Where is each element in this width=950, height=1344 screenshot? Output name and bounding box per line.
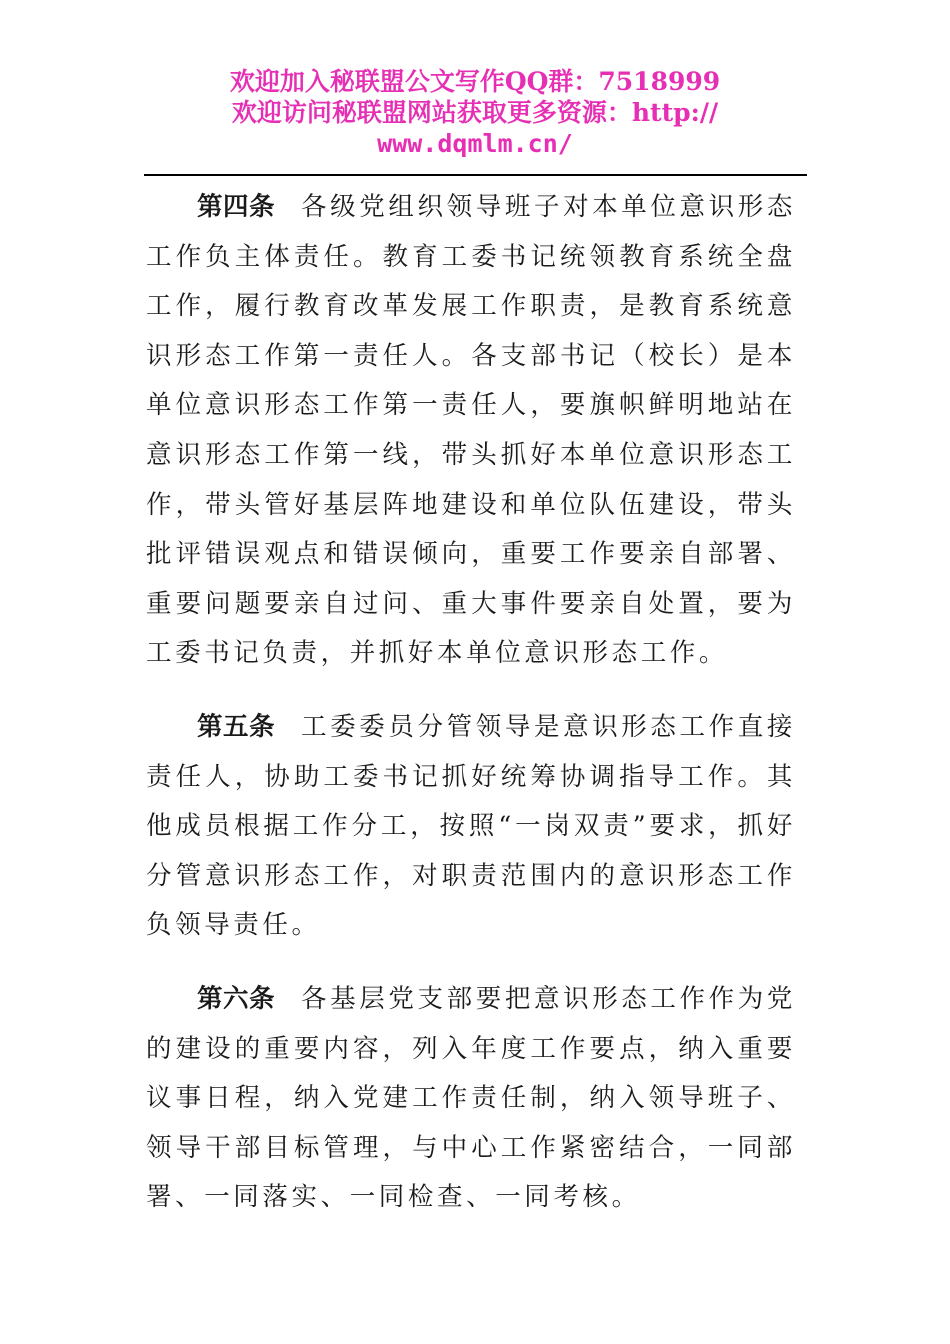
- article-number: 第五条: [197, 711, 276, 742]
- header-line-website: 欢迎访问秘联盟网站获取更多资源：http://: [231, 98, 719, 127]
- article-5: [146, 703, 796, 951]
- promo-header: [0, 66, 950, 159]
- article-4: [146, 183, 796, 679]
- article-6: [146, 975, 796, 1223]
- article-text: 各基层党支部要把意识形态工作作为党的建设的重要内容，列入年度工作要点，纳入重要议事日程，纳入党建工作责任制，纳入领导班子、领导干部目标管理，与中心工作紧密结合，一同部署、一同落实、一同检查、一同考核。: [146, 983, 796, 1213]
- article-text: 各级党组织领导班子对本单位意识形态工作负主体责任。教育工委书记统领教育系统全盘工作，履行教育改革发展工作职责，是教育系统意识形态工作第一责任人。各支部书记（校长）是本单位意识形态工作第一责任人，要旗帜鲜明地站在意识形态工作第一线，带头抓好本单位意识形态工作，带头管好基层阵地建设和单位队伍建设，带头批评错误观点和错误倾向，重要工作要亲自部署、重要问题要亲自过问、重大事件要亲自处置，要为工委书记负责，并抓好本单位意识形态工作。: [146, 192, 796, 669]
- article-number: 第四条: [197, 192, 276, 222]
- article-number: 第六条: [197, 983, 276, 1014]
- header-divider: [144, 174, 807, 176]
- article-text: 工委委员分管领导是意识形态工作直接责任人，协助工委书记抓好统筹协调指导工作。其他成员根据工作分工，按照“一岗双责”要求，抓好分管意识形态工作，对职责范围内的意识形态工作负领导责任。: [146, 711, 796, 941]
- header-website-link[interactable]: www.dqmlm.cn/: [377, 129, 573, 158]
- document-body: [146, 183, 796, 1247]
- header-line-qq-group: 欢迎加入秘联盟公文写作QQ群：7518999: [229, 67, 721, 96]
